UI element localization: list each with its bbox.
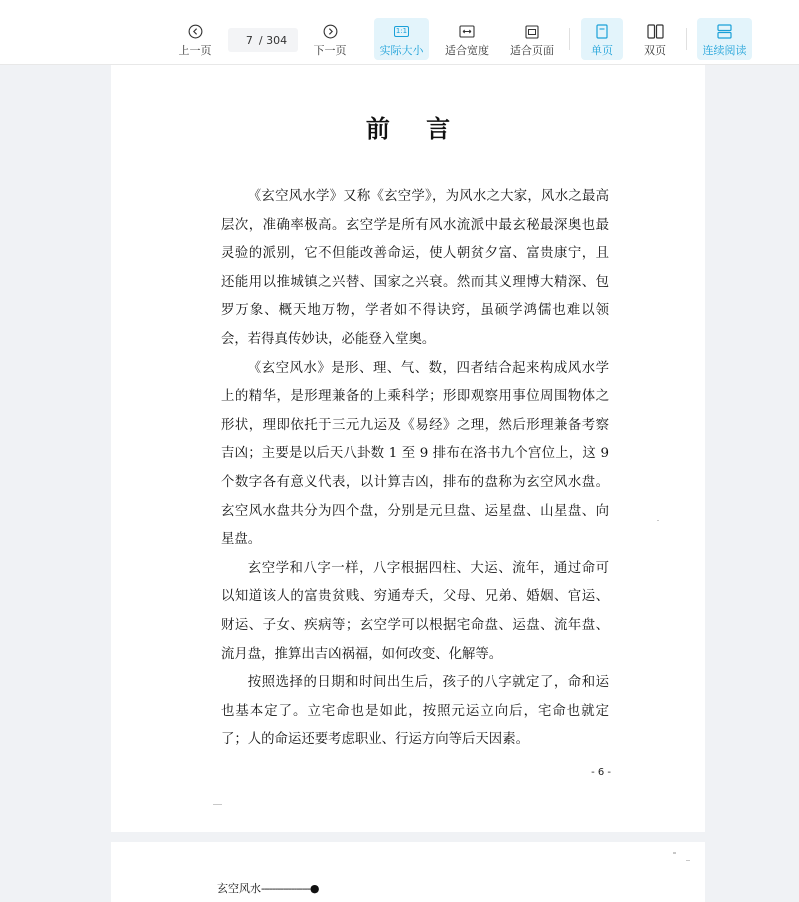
scan-speck xyxy=(213,804,222,805)
actual-size-icon xyxy=(394,23,409,40)
total-pages: / 304 xyxy=(258,33,288,47)
current-page-input[interactable] xyxy=(239,34,253,47)
continuous-reading-icon xyxy=(717,23,732,40)
paragraph: 《玄空风水》是形、理、气、数，四者结合起来构成风水学上的精华，是形理兼备的上乘科学；形即观察用事位周围物体之形状，理即依托于三元九运及《易经》之理，然后形理兼备考察吉凶；主要是以后天八卦数 1 至 9 排布在洛书九个宫位上，这 9 个数字各有意义代表，以计算吉凶，排布的盘称为玄空风水盘。玄空风水盘共分为四个盘，分别是元旦盘、运星盘、山星盘、向星盘。 xyxy=(221,360,609,548)
running-header-title: 玄空风水 xyxy=(217,882,261,895)
double-page-icon xyxy=(647,23,664,40)
actual-size-label: 实际大小 xyxy=(379,44,424,57)
document-page xyxy=(111,65,705,832)
single-page-button[interactable] xyxy=(581,18,623,60)
paragraph: 按照选择的日期和时间出生后，孩子的八字就定了，命和运也基本定了。立宅命也是如此，按照元运立向后，宅命也就定了；人的命运还要考虑职业、行运方向等后天因素。 xyxy=(221,675,609,748)
paragraph: 《玄空风水学》又称《玄空学》，为风水之大家，风水之最高层次，准确率极高。玄空学是所有风水流派中最玄秘最深奥也最灵验的派别，它不但能改善命运，使人朝贫夕富、富贵康宁，且还能用以推城镇之兴替、国家之兴衰。然而其义理博大精深、包罗万象、概天地万物，学者如不得诀窍，虽硕学鸿儒也难以领会，若得真传妙诀，必能登入堂奥。 xyxy=(221,189,609,347)
continuous-reading-button[interactable] xyxy=(697,18,752,60)
actual-size-button[interactable] xyxy=(374,18,429,60)
paragraph: 玄空学和八字一样，八字根据四柱、大运、流年，通过命可以知道该人的富贵贫贱、穷通寿夭，父母、兄弟、婚姻、官运、财运、子女、疾病等；玄空学可以根据宅命盘、运盘、流年盘、流月盘，推算出吉凶祸福，如何改变、化解等。 xyxy=(221,560,609,662)
chevron-left-circle-icon xyxy=(188,23,203,40)
scan-speck xyxy=(673,852,676,854)
prev-page-button[interactable] xyxy=(177,18,213,60)
fit-page-button[interactable] xyxy=(506,18,558,60)
running-header-rule: ------------------● xyxy=(261,882,319,895)
viewer-toolbar xyxy=(0,0,799,65)
page-number: - 6 - xyxy=(591,767,611,778)
double-page-button[interactable] xyxy=(634,18,676,60)
single-page-icon xyxy=(596,23,608,40)
continuous-reading-label: 连续阅读 xyxy=(702,44,747,57)
document-page xyxy=(111,842,705,902)
prev-page-label: 上一页 xyxy=(178,44,212,57)
toolbar-divider xyxy=(569,28,570,50)
next-page-button[interactable] xyxy=(312,18,348,60)
single-page-label: 单页 xyxy=(591,44,613,57)
next-page-label: 下一页 xyxy=(313,44,347,57)
scan-speck xyxy=(686,860,690,861)
chevron-right-circle-icon xyxy=(323,23,338,40)
actual-size-icon-text: 1:1 xyxy=(395,27,408,35)
fit-width-icon xyxy=(459,23,475,40)
fit-width-label: 适合宽度 xyxy=(445,44,489,57)
fit-width-button[interactable] xyxy=(441,18,493,60)
double-page-label: 双页 xyxy=(644,44,666,57)
page-title: 前 言 xyxy=(365,114,465,143)
page-indicator xyxy=(228,28,298,52)
scan-speck xyxy=(657,520,659,521)
toolbar-divider xyxy=(686,28,687,50)
fit-page-label: 适合页面 xyxy=(510,44,554,57)
page-body xyxy=(221,183,609,755)
fit-page-icon xyxy=(525,23,539,40)
running-header xyxy=(217,880,319,896)
